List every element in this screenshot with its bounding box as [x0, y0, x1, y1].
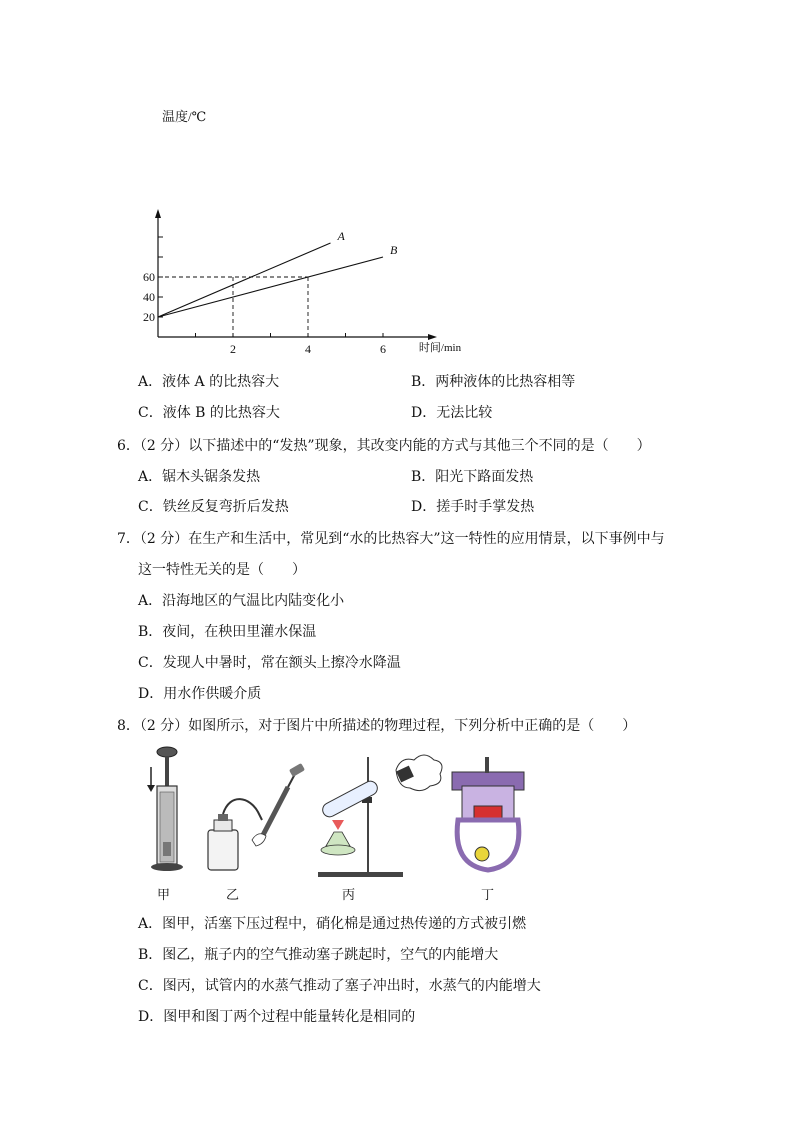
- q8-option-c[interactable]: C．图丙，试管内的水蒸气推动了塞子冲出时，水蒸气的内能增大: [138, 978, 541, 994]
- q6-option-c[interactable]: C．铁丝反复弯折后发热: [138, 499, 289, 515]
- q8-illustrations: [140, 742, 540, 882]
- temperature-time-chart: [130, 100, 470, 360]
- x-axis-label: 时间/min: [418, 342, 462, 354]
- x-tick-label: 4: [305, 342, 311, 356]
- q5-option-b[interactable]: B．两种液体的比热容相等: [411, 374, 576, 390]
- series-line-a: [158, 243, 331, 317]
- q6-stem: 6．（2 分）以下描述中的“发热”现象，其改变内能的方式与其他三个不同的是（ ）: [117, 438, 651, 454]
- q5-option-c[interactable]: C．液体 B 的比热容大: [138, 405, 280, 421]
- q8-stem: 8．（2 分）如图所示，对于图片中所描述的物理过程，下列分析中正确的是（ ）: [117, 718, 637, 734]
- q8-option-b[interactable]: B．图乙，瓶子内的空气推动塞子跳起时，空气的内能增大: [138, 947, 499, 963]
- x-axis-arrow: [428, 334, 437, 340]
- x-tick-label: 2: [230, 342, 236, 356]
- q7-option-b[interactable]: B．夜间，在秧田里灌水保温: [138, 624, 317, 640]
- q8-option-d[interactable]: D．图甲和图丁两个过程中能量转化是相同的: [138, 1009, 416, 1025]
- engine-illustration: [452, 757, 524, 870]
- series-label-a: A: [337, 229, 345, 243]
- q7-option-c[interactable]: C．发现人中暑时，常在额头上擦冷水降温: [138, 655, 401, 671]
- figure-label-ding: 丁: [481, 888, 495, 903]
- q6-option-a[interactable]: A．锯木头锯条发热: [138, 469, 261, 485]
- series-line-b: [158, 257, 383, 317]
- q7-stem-line-2: 这一特性无关的是（ ）: [138, 562, 306, 578]
- figure-label-jia: 甲: [157, 888, 171, 903]
- q7-option-d[interactable]: D．用水作供暖介质: [138, 686, 262, 702]
- y-tick-label: 40: [143, 290, 155, 304]
- fire-syringe-illustration: [147, 747, 183, 871]
- q5-option-d[interactable]: D．无法比较: [411, 405, 493, 421]
- q6-option-b[interactable]: B．阳光下路面发热: [411, 469, 534, 485]
- series-label-b: B: [390, 243, 398, 257]
- q7-stem-line-1: 7．（2 分）在生产和生活中，常见到“水的比热容大”这一特性的应用情景，以下事例中与: [117, 531, 665, 547]
- q7-option-a[interactable]: A．沿海地区的气温比内陆变化小: [138, 593, 345, 609]
- figure-label-yi: 乙: [226, 888, 240, 903]
- x-tick-label: 6: [380, 342, 386, 356]
- y-tick-label: 60: [143, 270, 155, 284]
- y-axis-arrow: [155, 209, 161, 218]
- q5-option-a[interactable]: A．液体 A 的比热容大: [138, 374, 280, 390]
- bottle-pump-illustration: [208, 763, 305, 870]
- y-tick-label: 20: [143, 310, 155, 324]
- test-tube-illustration: [318, 755, 442, 877]
- q8-option-a[interactable]: A．图甲，活塞下压过程中，硝化棉是通过热传递的方式被引燃: [138, 916, 527, 932]
- figure-label-bing: 丙: [342, 888, 356, 903]
- y-axis-label: 温度/℃: [162, 109, 207, 124]
- q6-option-d[interactable]: D．搓手时手掌发热: [411, 499, 535, 515]
